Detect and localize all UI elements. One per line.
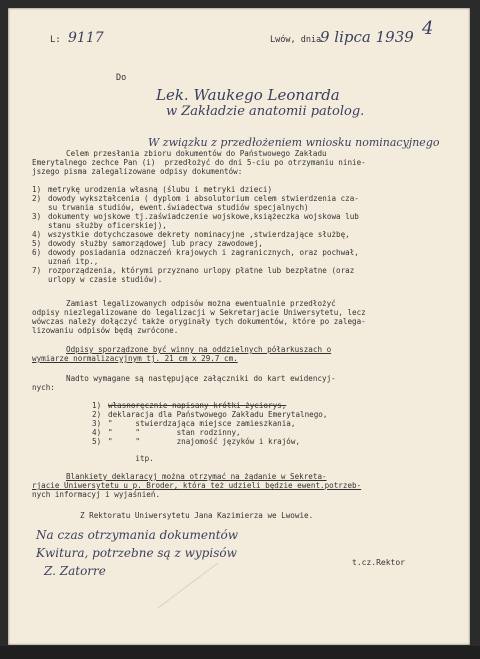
list-item-number: 7) <box>32 266 42 275</box>
list-item: metrykę urodzenia własną (ślubu i metryki dzieci) <box>48 185 273 194</box>
attachment-number: 4) <box>92 428 102 437</box>
date-handwritten: 9 lipca 1939 <box>320 28 414 46</box>
intro-line: jszego pisma zalegalizowane odpisy dokumentów: <box>32 167 243 176</box>
ref-label: L: <box>50 35 61 45</box>
list-item: wszystkie dotychczasowe dekrety nominacyjne ,stwierdzające służbę, <box>48 230 350 239</box>
handwritten-intro: W związku z przedłożeniem wniosku nominacyjnego <box>148 136 440 149</box>
list-item: uznań itp., <box>48 257 99 266</box>
intro-line: Celem przesłania zbioru dokumentów do Państwowego Zakładu <box>66 149 327 158</box>
attachment-number: 1) <box>92 401 102 410</box>
para2-line: lizowaniu odpisów będą zwrócone. <box>32 326 179 335</box>
list-item-number: 5) <box>32 239 42 248</box>
para2-line: wówczas należy dołączyć także oryginały tych dokumentów, które po zalega- <box>32 317 366 326</box>
attachment-item: deklaracja dla Państwowego Zakładu Emerytalnego, <box>108 410 328 419</box>
list-item-number: 6) <box>32 248 42 257</box>
addressee-name: Lek. Waukego Leonarda <box>156 86 340 104</box>
para5-line: nych informacyj i wyjaśnień. <box>32 490 161 499</box>
list-item: dowody wykształcenia ( dyplom i absolutorium celem stwierdzenia cza- <box>48 194 359 203</box>
closing-line: Z Rektoratu Uniwersytetu Jana Kazimierza we Lwowie. <box>80 511 314 520</box>
attachment-item: " stwierdzająca miejsce zamieszkania, <box>108 419 296 428</box>
ref-number: 9117 <box>68 30 104 46</box>
receipt-signature: Z. Zatorre <box>44 564 106 578</box>
para2-line: Zamiast legalizowanych odpisów można ewentualnie przedłożyć <box>66 299 336 308</box>
list-item: su trwania studiów, ewent.świadectwa studiów specjalnych) <box>48 203 309 212</box>
para4-line: nych: <box>32 383 55 392</box>
attachment-item: " " znajomość języków i krajów, <box>108 437 301 446</box>
list-item: dowody służby samorządowej lub pracy zawodowej, <box>48 239 263 248</box>
para2-line: odpisy niezlegalizowane do legalizacji w Sekretarjacie Uniwersytetu, lecz <box>32 308 366 317</box>
para5-line: Blankiety deklaracyj można otrzymać na żądanie w Sekreta- <box>66 472 327 481</box>
list-item-number: 4) <box>32 230 42 239</box>
receipt-line: Kwitura, potrzebne są z wypisów <box>36 546 237 560</box>
receipt-line: Na czas otrzymania dokumentów <box>36 528 239 542</box>
para3-line: wymiarze normalizacyjnym tj. 21 cm x 29.7 cm. <box>32 354 238 363</box>
para5-line: rjacie Uniwersytetu u p. Broder, która też udzieli będzie ewent.potrzeb- <box>32 481 362 490</box>
attachment-number: 5) <box>92 437 102 446</box>
pencil-stroke-decoration <box>8 8 470 645</box>
place-date-label: Lwów, dnia <box>270 35 322 45</box>
scan-bottom-edge <box>0 646 480 659</box>
addressee-do: Do <box>116 73 127 83</box>
list-item: stanu służby oficerskiej), <box>48 221 167 230</box>
list-item: dowody posiadania odznaczeń krajowych i zagranicznych, oraz pochwał, <box>48 248 359 257</box>
list-item-number: 1) <box>32 185 42 194</box>
para3-line: Odpisy sporządzone być winny na oddzielnych półarkuszach o <box>66 345 332 354</box>
document-page <box>8 8 470 645</box>
attachment-item: " " stan rodzinny, <box>108 428 241 437</box>
intro-line: Emerytalnego zechce Pan (i) przedłożyć do dni 5-ciu po otrzymaniu ninie- <box>32 158 366 167</box>
list-item-number: 3) <box>32 212 42 221</box>
addressee-department: w Zakładzie anatomii patolog. <box>166 104 365 119</box>
signature: t.cz.Rektor <box>352 558 405 567</box>
corner-mark: 4 <box>422 18 434 39</box>
attachment-number: 3) <box>92 419 102 428</box>
list-item: urlopy w czasie studiów). <box>48 275 163 284</box>
list-item: rozporządzenia, którymi przyznano urlopy płatne lub bezpłatne (oraz <box>48 266 355 275</box>
attachment-number: 2) <box>92 410 102 419</box>
list-item-number: 2) <box>32 194 42 203</box>
list-item: dokumenty wojskowe tj.zaświadczenie wojskowe,książeczka wojskowa lub <box>48 212 359 221</box>
attachment-item: własnoręcznie napisany krótki życiorys, <box>108 401 287 410</box>
attachment-item: itp. <box>108 454 154 463</box>
para4-line: Nadto wymagane są następujące załączniki do kart ewidencyj- <box>66 374 336 383</box>
